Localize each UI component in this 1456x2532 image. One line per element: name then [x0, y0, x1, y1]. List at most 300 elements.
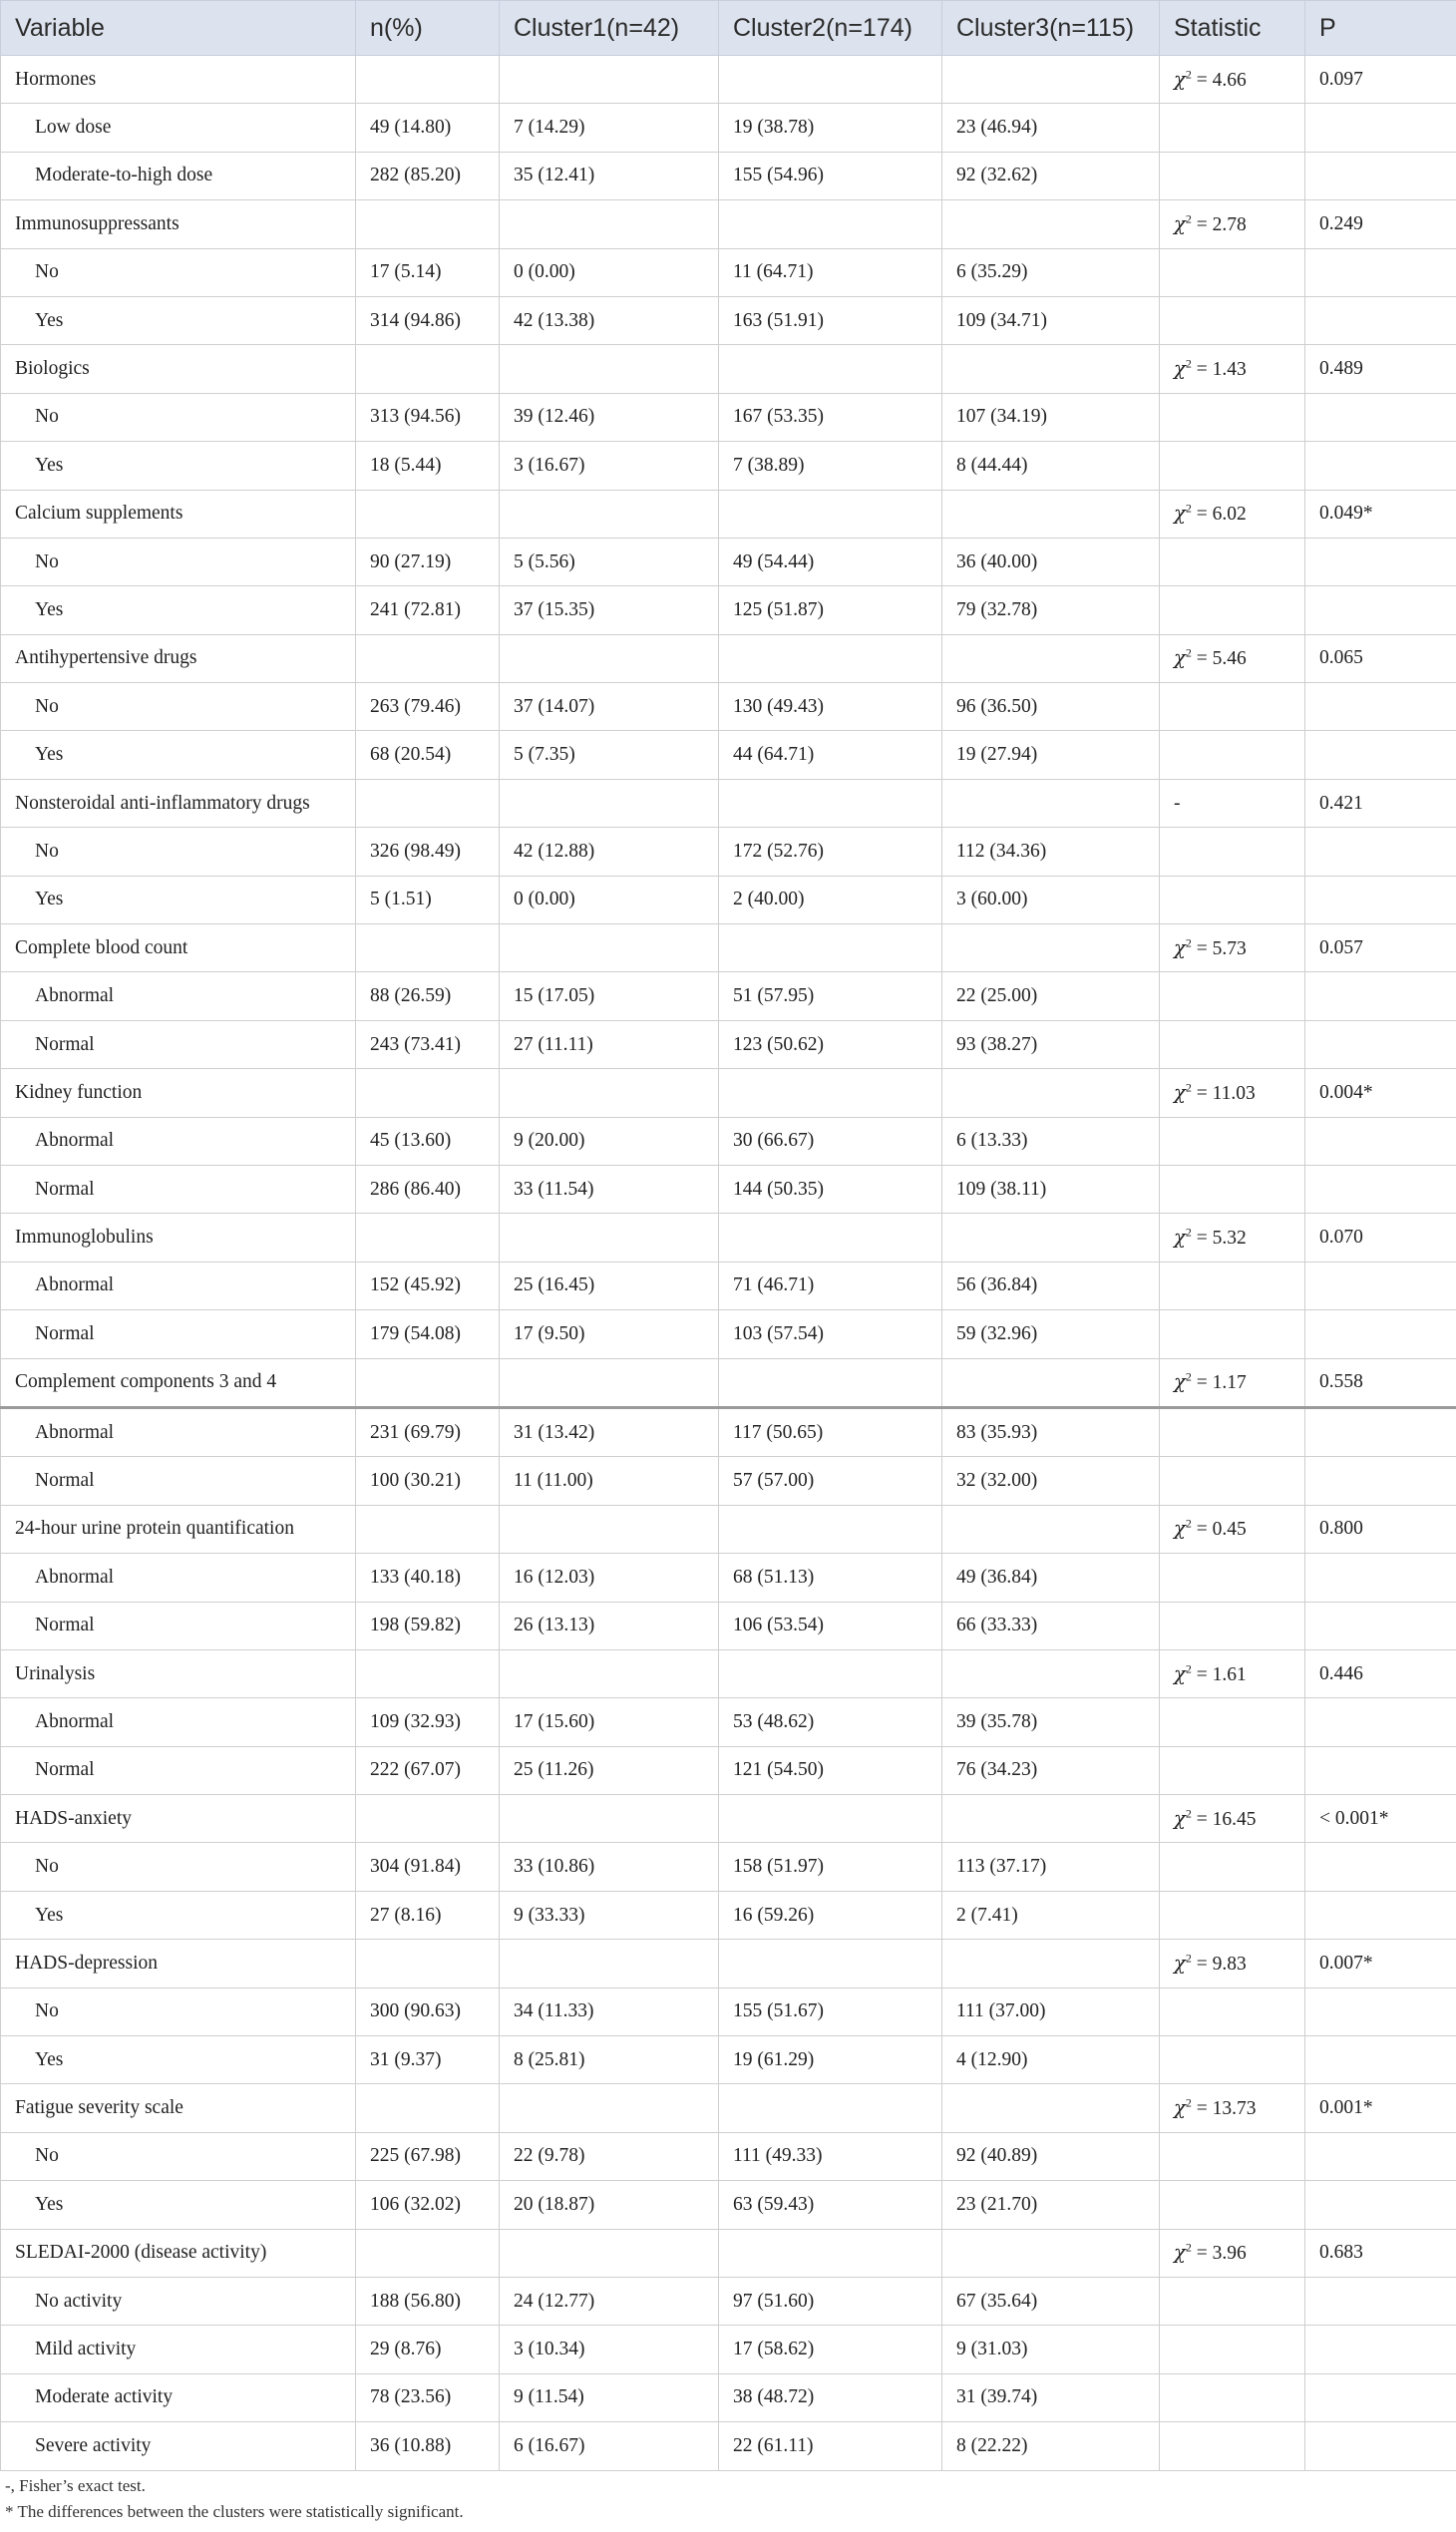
category-label: Normal [1, 1746, 356, 1794]
n-percent-cell: 68 (20.54) [356, 731, 500, 779]
empty-cell [1305, 1117, 1456, 1165]
empty-cell [1160, 586, 1305, 634]
empty-cell [356, 345, 500, 393]
empty-cell [942, 2229, 1160, 2277]
empty-cell [942, 1214, 1160, 1262]
cluster2-cell: 19 (38.78) [719, 104, 942, 152]
n-percent-cell: 282 (85.20) [356, 152, 500, 199]
empty-cell [1305, 2373, 1456, 2421]
empty-cell [1160, 248, 1305, 296]
empty-cell [942, 1940, 1160, 1988]
empty-cell [500, 345, 719, 393]
empty-cell [356, 1214, 500, 1262]
table-row [1, 1165, 1456, 1213]
empty-cell [719, 1358, 942, 1407]
n-percent-cell: 106 (32.02) [356, 2181, 500, 2229]
empty-cell [1160, 1262, 1305, 1309]
empty-cell [719, 345, 942, 393]
header-cluster2: Cluster2(n=174) [719, 1, 942, 56]
empty-cell [719, 1649, 942, 1697]
empty-cell [1305, 1843, 1456, 1891]
p-value-cell: 0.004* [1305, 1069, 1456, 1117]
category-label: Normal [1, 1020, 356, 1068]
category-label: Low dose [1, 104, 356, 152]
empty-cell [500, 634, 719, 682]
empty-cell [1305, 1602, 1456, 1649]
variable-name: HADS-depression [1, 1940, 356, 1988]
cluster1-cell: 39 (12.46) [500, 393, 719, 441]
table-group-row [1, 1505, 1456, 1553]
chi-square-value: 5.32 [1212, 1228, 1247, 1250]
empty-cell [942, 779, 1160, 827]
table-row [1, 1891, 1456, 1939]
statistic-cell [1160, 1649, 1305, 1697]
empty-cell [1160, 1407, 1305, 1456]
cluster1-cell: 24 (12.77) [500, 2277, 719, 2325]
variable-name: Antihypertensive drugs [1, 634, 356, 682]
chi-square-power: 2 [1185, 67, 1192, 82]
empty-cell [1305, 538, 1456, 585]
category-label: No [1, 538, 356, 585]
cluster2-cell: 125 (51.87) [719, 586, 942, 634]
chi-square-value: 16.45 [1212, 1808, 1257, 1830]
chi-square-power: 2 [1185, 1369, 1192, 1384]
table-group-row [1, 490, 1456, 538]
cluster2-cell: 172 (52.76) [719, 828, 942, 876]
empty-cell [1160, 393, 1305, 441]
equals-sign: = [1191, 1082, 1213, 1104]
n-percent-cell: 78 (23.56) [356, 2373, 500, 2421]
cluster3-cell: 67 (35.64) [942, 2277, 1160, 2325]
empty-cell [719, 56, 942, 104]
cluster3-cell: 92 (40.89) [942, 2132, 1160, 2180]
n-percent-cell: 304 (91.84) [356, 1843, 500, 1891]
table-row [1, 1988, 1456, 2035]
empty-cell [356, 924, 500, 972]
empty-cell [500, 1940, 719, 1988]
statistic-cell [1160, 1505, 1305, 1553]
empty-cell [942, 200, 1160, 248]
chi-square-power: 2 [1185, 1661, 1192, 1676]
cluster2-cell: 11 (64.71) [719, 248, 942, 296]
category-label: No [1, 683, 356, 731]
cluster1-cell: 9 (11.54) [500, 2373, 719, 2421]
empty-cell [500, 1649, 719, 1697]
p-value-cell: 0.446 [1305, 1649, 1456, 1697]
p-value-cell: 0.421 [1305, 779, 1456, 827]
p-value-cell: 0.097 [1305, 56, 1456, 104]
cluster1-cell: 42 (13.38) [500, 296, 719, 344]
chi-square-value: 13.73 [1212, 2098, 1257, 2120]
n-percent-cell: 17 (5.14) [356, 248, 500, 296]
category-label: Moderate activity [1, 2373, 356, 2421]
n-percent-cell: 188 (56.80) [356, 2277, 500, 2325]
category-label: Abnormal [1, 972, 356, 1020]
empty-cell [500, 1214, 719, 1262]
p-value-cell: 0.057 [1305, 924, 1456, 972]
empty-cell [1305, 1698, 1456, 1746]
empty-cell [942, 345, 1160, 393]
cluster2-cell: 17 (58.62) [719, 2326, 942, 2373]
cluster3-cell: 6 (35.29) [942, 248, 1160, 296]
chi-square-symbol: χ [1174, 1661, 1186, 1685]
table-row [1, 1457, 1456, 1505]
n-percent-cell: 222 (67.07) [356, 1746, 500, 1794]
n-percent-cell: 27 (8.16) [356, 1891, 500, 1939]
cluster2-cell: 63 (59.43) [719, 2181, 942, 2229]
table-row [1, 2181, 1456, 2229]
table-row [1, 1262, 1456, 1309]
empty-cell [1305, 876, 1456, 923]
cluster3-cell: 111 (37.00) [942, 1988, 1160, 2035]
category-label: Normal [1, 1310, 356, 1358]
category-label: No [1, 828, 356, 876]
equals-sign: = [1191, 1519, 1213, 1541]
table-group-row [1, 345, 1456, 393]
cluster1-cell: 5 (7.35) [500, 731, 719, 779]
category-label: Moderate-to-high dose [1, 152, 356, 199]
category-label: Abnormal [1, 1698, 356, 1746]
empty-cell [1305, 1020, 1456, 1068]
cluster2-cell: 155 (51.67) [719, 1988, 942, 2035]
empty-cell [1160, 2373, 1305, 2421]
equals-sign: = [1191, 213, 1213, 235]
chi-square-symbol: χ [1174, 646, 1186, 670]
cluster1-cell: 34 (11.33) [500, 1988, 719, 2035]
empty-cell [1305, 2277, 1456, 2325]
empty-cell [1305, 1988, 1456, 2035]
cluster3-cell: 36 (40.00) [942, 538, 1160, 585]
empty-cell [356, 490, 500, 538]
statistic-cell [1160, 1940, 1305, 1988]
table-row [1, 586, 1456, 634]
n-percent-cell: 88 (26.59) [356, 972, 500, 1020]
p-value-cell: 0.065 [1305, 634, 1456, 682]
table-group-row [1, 2229, 1456, 2277]
cluster2-cell: 117 (50.65) [719, 1407, 942, 1456]
n-percent-cell: 18 (5.44) [356, 442, 500, 490]
empty-cell [942, 1795, 1160, 1843]
table-group-row [1, 1649, 1456, 1697]
cluster2-cell: 144 (50.35) [719, 1165, 942, 1213]
variable-name: Immunoglobulins [1, 1214, 356, 1262]
header-cluster3: Cluster3(n=115) [942, 1, 1160, 56]
cluster3-cell: 76 (34.23) [942, 1746, 1160, 1794]
table-row [1, 1746, 1456, 1794]
empty-cell [719, 634, 942, 682]
category-label: No [1, 1843, 356, 1891]
table-group-row [1, 1940, 1456, 1988]
cluster2-cell: 68 (51.13) [719, 1554, 942, 1602]
empty-cell [1160, 1020, 1305, 1068]
category-label: Severe activity [1, 2422, 356, 2470]
empty-cell [1305, 1262, 1456, 1309]
statistic-cell [1160, 924, 1305, 972]
cluster2-cell: 111 (49.33) [719, 2132, 942, 2180]
empty-cell [942, 1649, 1160, 1697]
empty-cell [942, 634, 1160, 682]
category-label: Yes [1, 876, 356, 923]
category-label: Yes [1, 1891, 356, 1939]
cluster1-cell: 37 (15.35) [500, 586, 719, 634]
n-percent-cell: 109 (32.93) [356, 1698, 500, 1746]
empty-cell [500, 1795, 719, 1843]
cluster1-cell: 9 (33.33) [500, 1891, 719, 1939]
chi-square-value: 9.83 [1212, 1953, 1247, 1975]
cluster1-cell: 33 (10.86) [500, 1843, 719, 1891]
empty-cell [356, 1069, 500, 1117]
empty-cell [1160, 972, 1305, 1020]
p-value-cell: 0.049* [1305, 490, 1456, 538]
table-row [1, 152, 1456, 199]
empty-cell [942, 924, 1160, 972]
chi-square-symbol: χ [1174, 1806, 1186, 1830]
cluster1-cell: 11 (11.00) [500, 1457, 719, 1505]
table-row [1, 248, 1456, 296]
chi-square-value: 5.46 [1212, 648, 1247, 670]
p-value-cell: 0.800 [1305, 1505, 1456, 1553]
empty-cell [1160, 538, 1305, 585]
chi-square-symbol: χ [1174, 1370, 1186, 1394]
chi-square-power: 2 [1185, 356, 1192, 371]
empty-cell [500, 1069, 719, 1117]
p-value-cell: 0.249 [1305, 200, 1456, 248]
table-row [1, 1602, 1456, 1649]
variable-name: HADS-anxiety [1, 1795, 356, 1843]
category-label: Yes [1, 731, 356, 779]
category-label: No [1, 1988, 356, 2035]
p-value-cell: 0.001* [1305, 2084, 1456, 2132]
empty-cell [356, 1940, 500, 1988]
cluster1-cell: 9 (20.00) [500, 1117, 719, 1165]
variable-name: Hormones [1, 56, 356, 104]
cluster2-cell: 121 (54.50) [719, 1746, 942, 1794]
empty-cell [1305, 1407, 1456, 1456]
empty-cell [356, 2084, 500, 2132]
chi-square-power: 2 [1185, 1516, 1192, 1531]
empty-cell [719, 1069, 942, 1117]
table-row [1, 2326, 1456, 2373]
empty-cell [1305, 2181, 1456, 2229]
table-row [1, 2277, 1456, 2325]
empty-cell [1305, 2326, 1456, 2373]
cluster3-cell: 8 (44.44) [942, 442, 1160, 490]
table-row [1, 1554, 1456, 1602]
chi-square-value: 2.78 [1212, 213, 1247, 235]
category-label: Yes [1, 296, 356, 344]
n-percent-cell: 31 (9.37) [356, 2036, 500, 2084]
cluster3-cell: 22 (25.00) [942, 972, 1160, 1020]
p-value-cell: 0.558 [1305, 1358, 1456, 1407]
n-percent-cell: 49 (14.80) [356, 104, 500, 152]
category-label: No [1, 393, 356, 441]
cluster1-cell: 6 (16.67) [500, 2422, 719, 2470]
statistic-cell [1160, 2229, 1305, 2277]
empty-cell [1305, 296, 1456, 344]
cluster1-cell: 33 (11.54) [500, 1165, 719, 1213]
table-row [1, 1310, 1456, 1358]
chi-square-symbol: χ [1174, 357, 1186, 381]
n-percent-cell: 198 (59.82) [356, 1602, 500, 1649]
p-value-cell: 0.070 [1305, 1214, 1456, 1262]
chi-square-power: 2 [1185, 1806, 1192, 1821]
empty-cell [500, 200, 719, 248]
cluster2-cell: 123 (50.62) [719, 1020, 942, 1068]
category-label: Yes [1, 586, 356, 634]
variable-name: SLEDAI-2000 (disease activity) [1, 2229, 356, 2277]
empty-cell [1160, 2277, 1305, 2325]
empty-cell [1305, 104, 1456, 152]
equals-sign: = [1191, 648, 1213, 670]
empty-cell [1160, 1891, 1305, 1939]
variable-name: Biologics [1, 345, 356, 393]
cluster3-cell: 39 (35.78) [942, 1698, 1160, 1746]
table-row [1, 2422, 1456, 2470]
cluster1-cell: 31 (13.42) [500, 1407, 719, 1456]
p-value-cell: < 0.001* [1305, 1795, 1456, 1843]
empty-cell [719, 779, 942, 827]
table-row [1, 2036, 1456, 2084]
n-percent-cell: 90 (27.19) [356, 538, 500, 585]
table-row [1, 538, 1456, 585]
empty-cell [500, 56, 719, 104]
p-value-cell: 0.007* [1305, 1940, 1456, 1988]
table-row [1, 296, 1456, 344]
n-percent-cell: 326 (98.49) [356, 828, 500, 876]
n-percent-cell: 241 (72.81) [356, 586, 500, 634]
footnote-significance: * The differences between the clusters were statistically significant. [5, 2502, 464, 2521]
cluster2-cell: 19 (61.29) [719, 2036, 942, 2084]
empty-cell [1160, 1602, 1305, 1649]
cluster3-cell: 79 (32.78) [942, 586, 1160, 634]
empty-cell [356, 634, 500, 682]
cluster1-cell: 17 (9.50) [500, 1310, 719, 1358]
table-row [1, 1698, 1456, 1746]
table-row [1, 972, 1456, 1020]
cluster3-cell: 112 (34.36) [942, 828, 1160, 876]
cluster3-cell: 6 (13.33) [942, 1117, 1160, 1165]
empty-cell [942, 1358, 1160, 1407]
chi-square-symbol: χ [1174, 1080, 1186, 1104]
statistic-cell [1160, 1214, 1305, 1262]
cluster3-cell: 92 (32.62) [942, 152, 1160, 199]
equals-sign: = [1191, 359, 1213, 381]
cluster1-cell: 16 (12.03) [500, 1554, 719, 1602]
chi-square-symbol: χ [1174, 211, 1186, 235]
cluster3-cell: 59 (32.96) [942, 1310, 1160, 1358]
chi-square-symbol: χ [1174, 935, 1186, 959]
header-statistic: Statistic [1160, 1, 1305, 56]
empty-cell [719, 1214, 942, 1262]
cluster2-cell: 130 (49.43) [719, 683, 942, 731]
empty-cell [1160, 104, 1305, 152]
empty-cell [1160, 296, 1305, 344]
category-label: No [1, 2132, 356, 2180]
cluster1-cell: 27 (11.11) [500, 1020, 719, 1068]
category-label: Mild activity [1, 2326, 356, 2373]
n-percent-cell: 45 (13.60) [356, 1117, 500, 1165]
empty-cell [942, 1069, 1160, 1117]
cluster3-cell: 31 (39.74) [942, 2373, 1160, 2421]
statistic-cell [1160, 490, 1305, 538]
empty-cell [1305, 442, 1456, 490]
empty-cell [1305, 972, 1456, 1020]
cluster3-cell: 83 (35.93) [942, 1407, 1160, 1456]
empty-cell [356, 1358, 500, 1407]
n-percent-cell: 133 (40.18) [356, 1554, 500, 1602]
cluster3-cell: 109 (34.71) [942, 296, 1160, 344]
chi-square-power: 2 [1185, 2240, 1192, 2255]
empty-cell [1305, 1746, 1456, 1794]
empty-cell [1305, 586, 1456, 634]
table-row [1, 828, 1456, 876]
empty-cell [719, 1795, 942, 1843]
chi-square-value: 6.02 [1212, 504, 1247, 526]
cluster1-cell: 37 (14.07) [500, 683, 719, 731]
empty-cell [1160, 2181, 1305, 2229]
empty-cell [1160, 2326, 1305, 2373]
empty-cell [1160, 683, 1305, 731]
category-label: Yes [1, 2181, 356, 2229]
empty-cell [1160, 1554, 1305, 1602]
n-percent-cell: 263 (79.46) [356, 683, 500, 731]
header-n-percent: n(%) [356, 1, 500, 56]
variable-name: Nonsteroidal anti-inflammatory drugs [1, 779, 356, 827]
chi-square-value: 0.45 [1212, 1519, 1247, 1541]
table-group-row [1, 634, 1456, 682]
table-row [1, 1117, 1456, 1165]
table-header [1, 1, 1456, 56]
equals-sign: = [1191, 1663, 1213, 1685]
cluster3-cell: 23 (46.94) [942, 104, 1160, 152]
chi-square-power: 2 [1185, 645, 1192, 660]
category-label: Abnormal [1, 1117, 356, 1165]
chi-square-power: 2 [1185, 501, 1192, 516]
empty-cell [1160, 1457, 1305, 1505]
cluster1-cell: 42 (12.88) [500, 828, 719, 876]
cluster2-cell: 103 (57.54) [719, 1310, 942, 1358]
empty-cell [500, 2229, 719, 2277]
statistic-cell [1160, 56, 1305, 104]
empty-cell [356, 2229, 500, 2277]
category-label: Abnormal [1, 1262, 356, 1309]
chi-square-symbol: χ [1174, 1517, 1186, 1541]
empty-cell [719, 490, 942, 538]
n-percent-cell: 286 (86.40) [356, 1165, 500, 1213]
n-percent-cell: 225 (67.98) [356, 2132, 500, 2180]
cluster3-cell: 113 (37.17) [942, 1843, 1160, 1891]
empty-cell [1160, 731, 1305, 779]
empty-cell [500, 1358, 719, 1407]
empty-cell [500, 924, 719, 972]
cluster3-cell: 3 (60.00) [942, 876, 1160, 923]
chi-square-symbol: χ [1174, 1226, 1186, 1250]
empty-cell [1305, 828, 1456, 876]
chi-square-value: 11.03 [1212, 1082, 1256, 1104]
chi-square-power: 2 [1185, 2095, 1192, 2110]
equals-sign: = [1191, 2098, 1213, 2120]
table-footnotes [5, 2473, 1441, 2525]
table-group-row [1, 779, 1456, 827]
chi-square-value: 3.96 [1212, 2243, 1247, 2265]
n-percent-cell: 29 (8.76) [356, 2326, 500, 2373]
cluster1-cell: 0 (0.00) [500, 876, 719, 923]
cluster2-cell: 49 (54.44) [719, 538, 942, 585]
cluster3-cell: 4 (12.90) [942, 2036, 1160, 2084]
empty-cell [356, 56, 500, 104]
table-row [1, 2132, 1456, 2180]
empty-cell [356, 1795, 500, 1843]
